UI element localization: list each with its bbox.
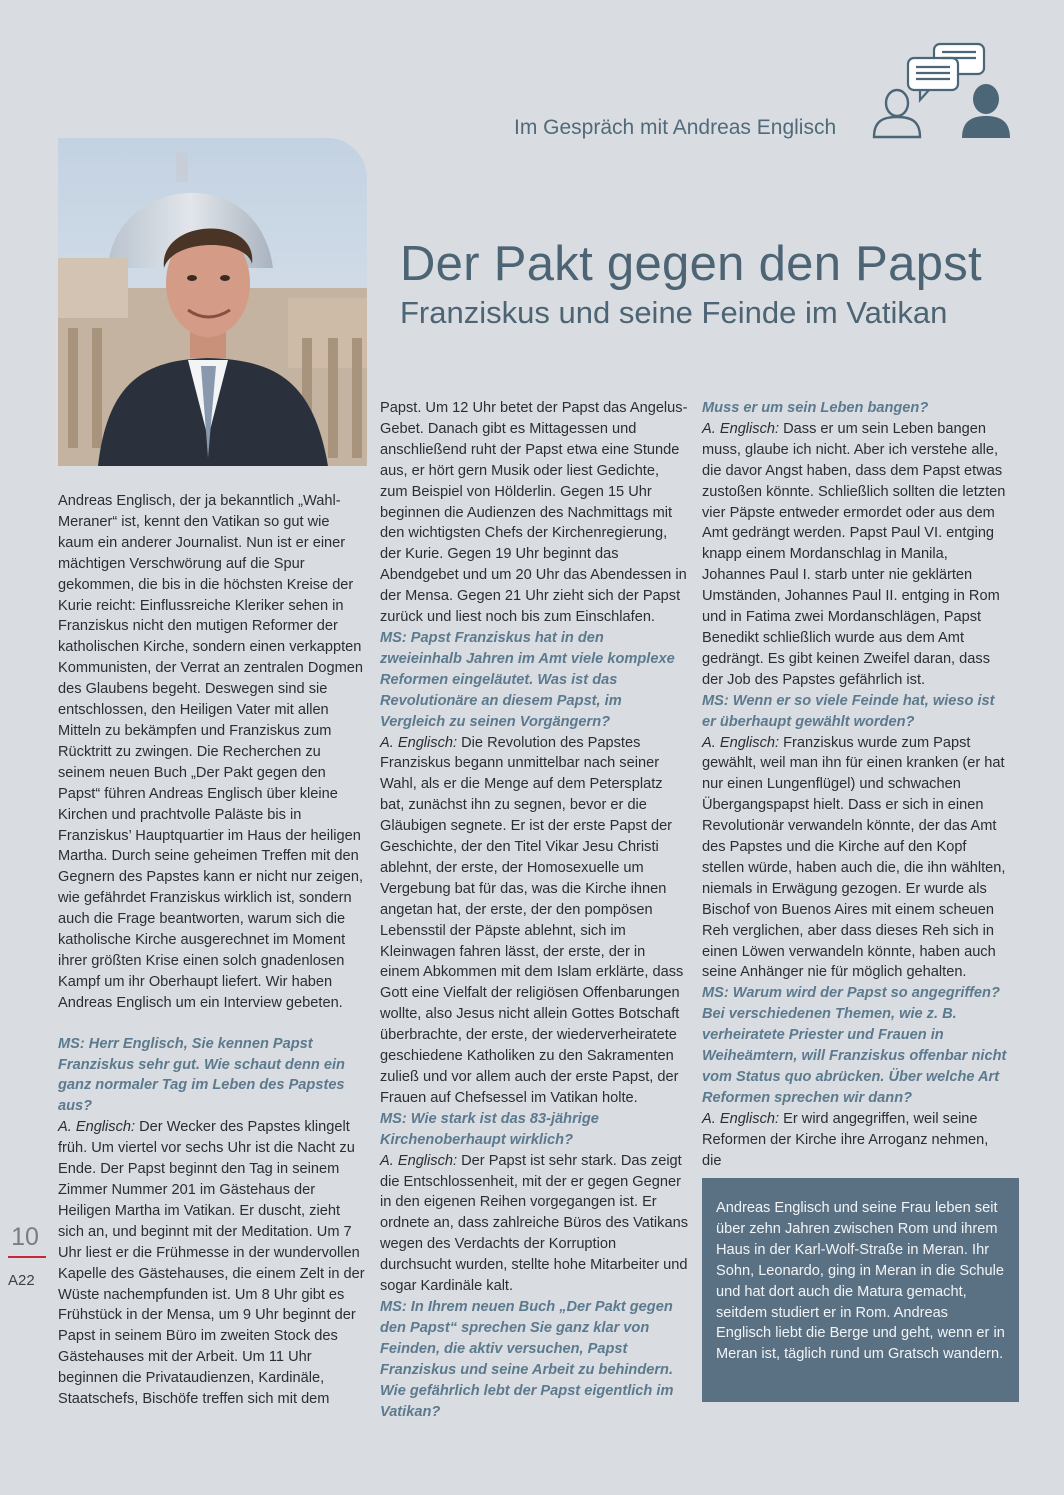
intro-paragraph: Andreas Englisch, der ja bekanntlich „Wahl-Meraner“ ist, kennt den Vatikan so gut wie kaum ein anderer Journalist. Nun ist er einer mächtigen Verschwörung auf die Spur gekommen, die bis in die höchsten Kreise der Kurie reicht: Einflussreiche Kleriker sehen in Franziskus nicht den mutigen Reformer der katholischen Kirche, sondern einen verkappten Kommunisten, der Verrat an zentralen Dogmen des Glaubens begeht. Deswegen sind sie entschlossen, den Heiligen Vater mit allen Mitteln zu bekämpfen und Franziskus zum Rücktritt zu zwingen. Die Recherchen zu seinem neuen Buch „Der Pakt gegen den Papst“ führen Andreas Englisch über kleine Kirchen und prachtvolle Paläste bis in Franziskus’ Hauptquartier im Haus der heiligen Martha. Durch seine geheimen Treffen mit den Gegnern des Papstes kann er nicht nur zeigen, wie gefährdet Franziskus wirklich ist, sondern auch die Frage beantworten, warum sich die katholische Kirche ausgerechnet im Moment ihrer größten Krise einen solch gnadenlosen Kampf um ihr Oberhaupt liefert. Wir haben Andreas Englisch um ein Interview gebeten. xyxy=(58,493,364,1011)
column-3 xyxy=(702,398,1008,1172)
question-6: MS: Warum wird der Papst so angegriffen? Bei verschiedenen Themen, wie z. B. verheiratete Priester und Frauen in Weiheämtern, will Franziskus offenbar nicht vom Status quo abrücken. Über welche Art Reformen sprechen wir dann? xyxy=(702,985,1007,1106)
answer-label: A. Englisch: xyxy=(58,1119,136,1136)
answer-6-text: Er wird angegriffen, weil seine Reformen der Kirche ihre Arroganz nehmen, die xyxy=(702,1110,989,1169)
answer-label: A. Englisch: xyxy=(702,1110,780,1127)
issue-label: A22 xyxy=(8,1272,35,1289)
article-title: Der Pakt gegen den Papst xyxy=(400,237,982,291)
answer-4-text: Dass er um sein Leben bangen muss, glaube ich nicht. Aber ich verstehe alle, die davor Angst haben, dass dem Papst etwas zustoßen könnte. Schließlich sollten die letzten vier Päpste entweder ermordet oder aus dem Amt gedrängt werden. Papst Paul VI. entging knapp einem Mordanschlag in Manila, Johannes Paul I. starb unter nie geklärten Umständen, Johannes Paul II. entging in Rom und in Fatima zwei Mordanschlägen, Papst Benedikt schließlich wurde aus dem Amt gedrängt. Es gibt keinen Zweifel daran, dass der Job des Papstes gefährlich ist. xyxy=(702,420,1006,688)
answer-1-text: Der Wecker des Papstes klingelt früh. Um viertel vor sechs Uhr ist die Nacht zu Ende. Der Papst beginnt den Tag in seinem Zimmer Nummer 201 im Gästehaus der Heiligen Martha im Vatikan. Er duscht, zieht sich an, und beginnt mit der Meditation. Um 7 Uhr liest er die Frühmesse in der wundervollen Kapelle des Gästehauses, die einem Zelt in der Wüste nachempfunden ist. Um 8 Uhr gibt es Frühstück in der Mensa, um 9 Uhr beginnt der Papst in seinem Büro im zweiten Stock des Gästehauses mit der Arbeit. Um 11 Uhr beginnen die Privataudienzen, Kardinäle, Staatschefs, Bischöfe treffen sich mit dem xyxy=(58,1119,365,1408)
conversation-icon xyxy=(868,40,1018,144)
answer-1 xyxy=(58,1117,365,1410)
info-box: Andreas Englisch und seine Frau leben seit über zehn Jahren zwischen Rom und ihrem Haus in der Karl-Wolf-Straße in Meran. Ihr Sohn, Leonardo, ging in Meran in die Schule und hat dort auch die Matura gemacht, seitdem studiert er in Rom. Andreas Englisch liebt die Berge und geht, wenn er in Meran ist, täglich rund um Gratsch wandern. xyxy=(702,1178,1019,1402)
page-number: 10 xyxy=(11,1223,39,1251)
answer-3-text: Der Papst ist sehr stark. Das zeigt die Entschlossenheit, mit der er gegen Gegner in den eigenen Reihen vorgegangen ist. Er ordnete an, dass zahlreiche Büros des Vatikans wegen des Verdachts der Korruption durchsucht wurden, stellte hohe Mitarbeiter und sogar Kardinäle kalt. xyxy=(380,1152,689,1295)
answer-5 xyxy=(702,733,1008,984)
answer-5-text: Franziskus wurde zum Papst gewählt, weil man ihn für einen kranken (er hat nur einen Lungenflügel) und schwachen Übergangspapst hielt. Dass er sich in einen Revolutionär verwandeln könnte, der das Amt des Papstes und die Kirche auf den Kopf stellen würde, haben auch die, die ihn wählten, niemals in Erwägung gezogen. Er wurde als Bischof von Buenos Aires mit einem scheuen Reh verglichen, aber dass dieses Reh sich in einen Löwen verwandeln könnte, haben auch seine Anhänger nie für möglich gehalten. xyxy=(702,734,1006,981)
portrait-photo xyxy=(58,138,367,466)
column-2 xyxy=(380,398,688,1422)
page-number-rule xyxy=(8,1256,46,1258)
headline-block xyxy=(400,236,1000,331)
question-4: MS: In Ihrem neuen Buch „Der Pakt gegen den Papst“ sprechen Sie ganz klar von Feinden, die aktiv versuchen, Papst Franziskus und seine Arbeit zu behindern. Wie gefährlich lebt der Papst eigentlich im Vatikan? xyxy=(380,1298,674,1420)
column-1 xyxy=(58,491,365,1410)
section-kicker: Im Gespräch mit Andreas Englisch xyxy=(514,116,837,139)
answer-2 xyxy=(380,733,688,1109)
answer-2-text: Die Revolution des Papstes Franziskus begann unmittelbar nach seiner Wahl, als er die Menge auf dem Petersplatz bat, zunächst ihn zu segnen, bevor er die Gläubigen segnete. Er ist der erste Papst der Geschichte, der den Titel Vikar Jesu Christi ablehnt, der erste, der Homosexuelle um Vergebung bat für das, was die Kirche ihnen angetan hat, der erste, der den pompösen Lebensstil der Päpste ablehnt, sich im Kleinwagen fahren lässt, der erste, der in einem Abkommen mit dem Islam erklärte, dass Gott eine Vielfalt der religiösen Offenbarungen wollte, also Jesus nicht allein Gottes Botschaft überbrachte, der erste, der wiederverheiratete geschiedene Katholiken zu den Sakramenten zuließ und vor allem auch der erste Papst, der Frauen auf Chefsessel im Vatikan holte. xyxy=(380,734,684,1106)
question-3: MS: Wie stark ist das 83-jährige Kirchenoberhaupt wirklich? xyxy=(380,1110,599,1148)
question-1: MS: Herr Englisch, Sie kennen Papst Franziskus sehr gut. Wie schaut denn ein ganz normaler Tag im Leben des Papstes aus? xyxy=(58,1035,345,1115)
answer-3 xyxy=(380,1151,688,1297)
question-2: MS: Papst Franziskus hat in den zweieinhalb Jahren im Amt viele komplexe Reformen eingeläutet. Was ist das Revolutionäre an diesem Papst, im Vergleich zu seinen Vorgängern? xyxy=(380,629,675,730)
article-subtitle: Franziskus und seine Feinde im Vatikan xyxy=(400,295,948,330)
answer-4 xyxy=(702,419,1008,691)
answer-label: A. Englisch: xyxy=(702,420,780,437)
answer-label: A. Englisch: xyxy=(380,734,458,751)
answer-label: A. Englisch: xyxy=(702,734,780,751)
answer-6 xyxy=(702,1109,1008,1172)
answer-label: A. Englisch: xyxy=(380,1152,458,1169)
question-5: MS: Wenn er so viele Feinde hat, wieso ist er überhaupt gewählt worden? xyxy=(702,692,995,730)
question-4-continued: Muss er um sein Leben bangen? xyxy=(702,400,929,416)
answer-1-continued: Papst. Um 12 Uhr betet der Papst das Angelus-Gebet. Danach gibt es Mittagessen und anschließend ruht der Papst etwa eine Stunde aus, er hört gern Musik oder liest Gedichte, zum Beispiel von Hölderlin. Gegen 15 Uhr beginnen die Audienzen des Nachmittags mit den wichtigsten Chefs der Kirchenregierung, der Kurie. Gegen 19 Uhr beginnt das Abendgebet und um 20 Uhr das Abendessen in der Mensa. Gegen 21 Uhr zieht sich der Papst zurück und liest noch bis zum Einschlafen. xyxy=(380,400,688,626)
